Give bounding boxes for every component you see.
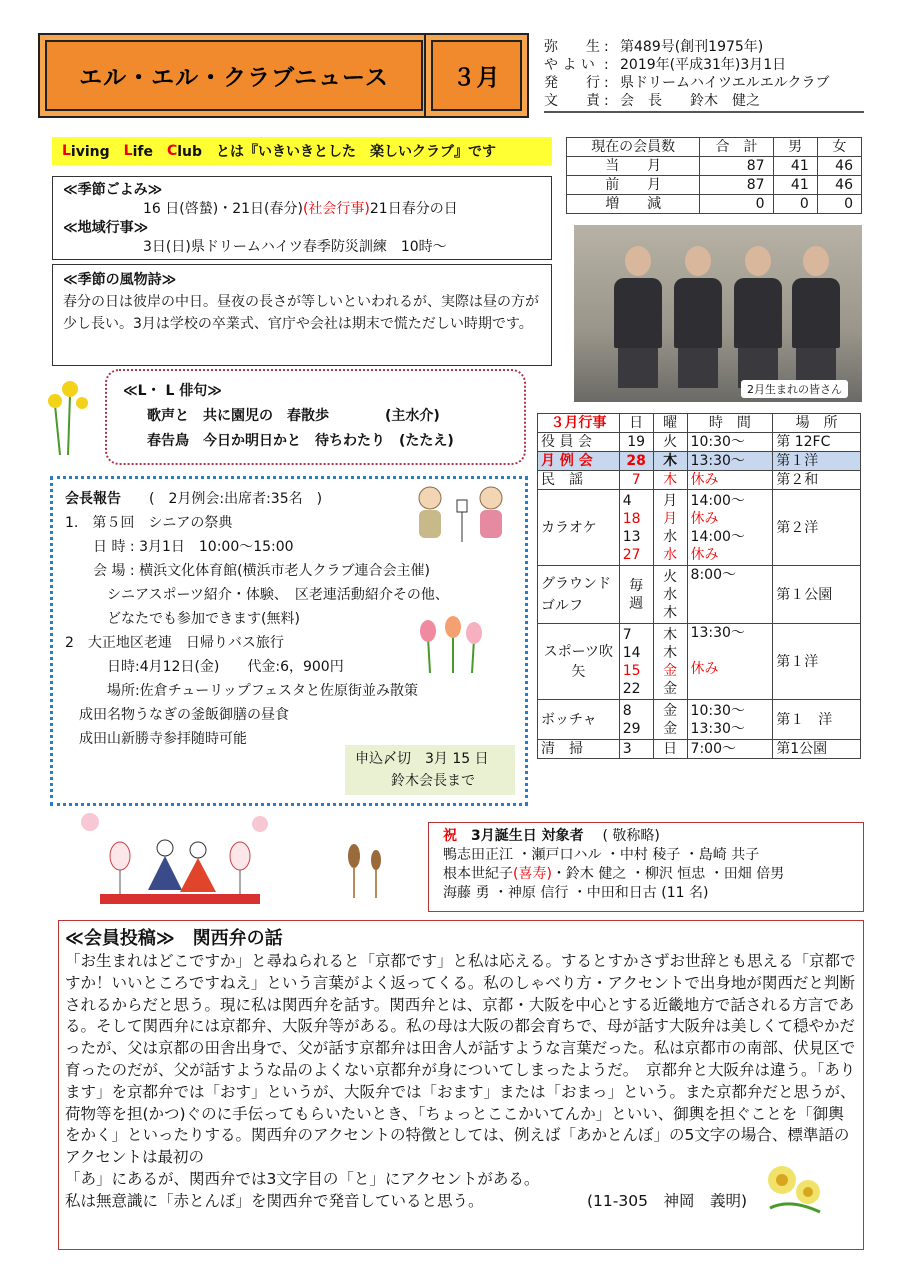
- table-header-cell: 日: [619, 414, 653, 433]
- table-header-cell: 合 計: [700, 138, 773, 157]
- event-weekday: 火: [663, 568, 678, 585]
- event-weekday: 木: [653, 452, 687, 471]
- event-days: [619, 624, 653, 700]
- event-day: 8: [622, 702, 632, 719]
- issue-info-row: 弥 生 : 第489号(創刊1975年): [544, 39, 764, 55]
- person-figure: [792, 246, 840, 388]
- event-day: 7: [622, 626, 632, 643]
- table-cell: 0: [817, 195, 861, 214]
- header-rule: [544, 111, 864, 113]
- event-weekday: 水: [663, 586, 678, 603]
- tagline-text: とは『いきいきとした 楽しいクラブ』です: [216, 144, 497, 160]
- table-header-cell: 男: [773, 138, 817, 157]
- event-days: [619, 566, 653, 624]
- haiku-box: [105, 369, 526, 465]
- event-weekday: 日: [653, 740, 687, 759]
- event-weekday: 金: [663, 720, 678, 737]
- table-cell: 当 月: [567, 157, 700, 176]
- table-cell: 0: [700, 195, 773, 214]
- club-tagline: [52, 137, 552, 165]
- event-weekdays: [653, 624, 687, 700]
- event-time: 休み: [690, 546, 719, 563]
- event-name: 役 員 会: [538, 433, 620, 452]
- info-label: や よ い: [544, 57, 595, 73]
- event-day: 27: [622, 546, 641, 563]
- calendar-text: 16 日(啓蟄)・21日(春分): [143, 201, 303, 217]
- tulip-icon: [408, 615, 488, 675]
- table-header-cell: 場 所: [773, 414, 861, 433]
- haiku-line: 春告鳥 今日か明日かと 待ちわたり (たたえ): [147, 433, 454, 449]
- info-label: 弥 生: [544, 39, 600, 55]
- table-row: [538, 471, 861, 490]
- tagline-word: ife: [132, 144, 167, 160]
- event-day: 29: [622, 720, 641, 737]
- table-header-cell: 時 間: [687, 414, 773, 433]
- event-day: 15: [622, 662, 641, 679]
- issue-info-row: 文 責 : 会 長 鈴木 健之: [544, 93, 760, 109]
- march-events-table: [537, 413, 861, 759]
- info-value: 会 長 鈴木 健之: [620, 93, 760, 109]
- haiku-line: 歌声と 共に園児の 春散歩 (主水介): [147, 408, 440, 424]
- event-day: 7: [619, 471, 653, 490]
- person-figure: [734, 246, 782, 388]
- event-weekday: 金: [663, 662, 678, 679]
- event-time: 14:00～: [690, 492, 745, 509]
- table-header: [538, 414, 861, 433]
- table-cell: 前 月: [567, 176, 700, 195]
- event-days: [619, 700, 653, 740]
- event-name: 清 掃: [538, 740, 620, 759]
- tagline-word: iving: [70, 144, 124, 160]
- event-name: スポーツ吹矢: [538, 624, 620, 700]
- event-weekday: 水: [663, 528, 678, 545]
- deadline-contact: 鈴木会長まで: [391, 773, 475, 789]
- event-time: 14:00～: [690, 528, 745, 545]
- table-row: [567, 195, 862, 214]
- gateball-illustration-icon: [405, 482, 515, 552]
- event-place: 第1公園: [773, 740, 861, 759]
- essay-text: 私は無意識に「赤とんぼ」を関西弁で発音していると思う。: [65, 1191, 484, 1210]
- membership-table: [566, 137, 862, 214]
- horsetail-icon: [340, 840, 390, 900]
- section-heading: ≪地域行事≫: [63, 220, 149, 236]
- table-row: [567, 176, 862, 195]
- event-day: 毎: [629, 577, 644, 594]
- event-day: 3: [619, 740, 653, 759]
- info-value: 県ドリームハイツエルエルクラブ: [620, 75, 830, 91]
- event-place: 第１洋: [773, 452, 861, 471]
- person-figure: [614, 246, 662, 388]
- info-value: 2019年(平成31年)3月1日: [620, 57, 787, 73]
- report-line: 成田名物うなぎの釜飯御膳の昼食: [65, 707, 289, 723]
- section-heading: ≪L・ L 俳句≫: [123, 383, 222, 399]
- calendar-line: [63, 200, 541, 219]
- event-times: [687, 490, 773, 566]
- table-row: [538, 700, 861, 740]
- event-day: 13: [622, 528, 641, 545]
- report-line: どなたでも参加できます(無料): [65, 611, 300, 627]
- event-weekday: 金: [663, 680, 678, 697]
- event-time: 10:30～: [687, 433, 773, 452]
- tagline-letter: L: [62, 143, 71, 159]
- calendar-line: 3日(日)県ドリームハイツ春季防災訓練 10時～: [143, 239, 447, 255]
- report-line: シニアスポーツ紹介・体験、 区老連活動紹介その他、: [65, 587, 449, 603]
- birthday-kiju: (喜寿): [513, 866, 552, 882]
- event-place: 第１公園: [773, 566, 861, 624]
- table-row: [538, 452, 861, 471]
- person-figure: [674, 246, 722, 388]
- section-heading: ≪季節ごよみ≫: [63, 182, 163, 198]
- event-day: 19: [619, 433, 653, 452]
- event-name: ボッチャ: [538, 700, 620, 740]
- event-time: 8:00～: [687, 566, 773, 624]
- event-day: 28: [619, 452, 653, 471]
- photo-caption: 2月生まれの皆さん: [741, 380, 848, 398]
- table-row: [567, 157, 862, 176]
- event-day: 14: [622, 644, 641, 661]
- tagline-word: lub: [177, 144, 217, 160]
- table-cell: 87: [700, 157, 773, 176]
- event-day: 週: [629, 595, 644, 612]
- members-photo: [574, 225, 862, 402]
- event-weekdays: [653, 490, 687, 566]
- report-line: 日時:4月12日(金) 代金:6，900円: [65, 659, 344, 675]
- section-heading: ≪季節の風物詩≫: [63, 272, 177, 288]
- event-name: グラウンドゴルフ: [538, 566, 620, 624]
- application-deadline: [345, 745, 515, 795]
- month-badge: ３月: [424, 33, 529, 118]
- event-time: 13:30～: [687, 452, 773, 471]
- event-day: 4: [622, 492, 632, 509]
- attendance-note: ( 2月例会:出席者:35名 ): [149, 491, 323, 507]
- event-day: 22: [622, 680, 641, 697]
- event-time: 休み: [690, 510, 719, 527]
- event-weekday: 水: [663, 546, 678, 563]
- event-weekday: 木: [653, 471, 687, 490]
- event-days: [619, 490, 653, 566]
- event-weekday: 木: [663, 626, 678, 643]
- feature-text: 春分の日は彼岸の中日。昼夜の長さが等しいといわれるが、実際は昼の方が少し長い。3月は学校の卒業式、官庁や会社は期末で慌ただしい時期です。: [63, 294, 539, 332]
- birthday-name: ・鈴木 健之 ・柳沢 恒忠 ・田畑 倍男: [551, 866, 785, 882]
- event-place: 第２和: [773, 471, 861, 490]
- calendar-text: 21日春分の日: [369, 201, 458, 217]
- event-weekday: 金: [663, 702, 678, 719]
- event-time: 休み: [687, 471, 773, 490]
- birthday-name: 根本世紀子: [443, 866, 513, 882]
- newsletter-title: エル・エル・クラブニュース: [38, 33, 430, 118]
- issue-info-row: 発 行 : 県ドリームハイツエルエルクラブ: [544, 75, 830, 91]
- report-line: 2 大正地区老連 日帰りバス旅行: [65, 635, 284, 651]
- essay-signature: (11-305 神岡 義明): [587, 1191, 747, 1210]
- table-row: [538, 566, 861, 624]
- event-place: 第１洋: [773, 624, 861, 700]
- table-row: [538, 624, 861, 700]
- event-weekdays: [653, 700, 687, 740]
- event-time: 13:30～: [690, 625, 745, 641]
- event-time: 休み: [690, 661, 719, 677]
- honorific-note: ( 敬称略): [602, 828, 660, 844]
- birthday-names: 鴨志田正江 ・瀬戸口ハル ・中村 稜子 ・島崎 共子: [443, 847, 760, 863]
- table-header-cell: 女: [817, 138, 861, 157]
- event-weekday: 木: [663, 644, 678, 661]
- tagline-letter: C: [166, 143, 178, 159]
- event-place: 第１ 洋: [773, 700, 861, 740]
- event-day: 18: [622, 510, 641, 527]
- essay-text: 「あ」にあるが、関西弁では3文字目の「と」にアクセントがある。: [65, 1169, 540, 1188]
- calendar-highlight: (社会行事): [302, 201, 370, 217]
- event-weekday: 火: [653, 433, 687, 452]
- birthday-names: 海藤 勇 ・神原 信行 ・中田和日古 (11 名): [443, 885, 709, 901]
- table-cell: 増 減: [567, 195, 700, 214]
- essay-title: ≪会員投稿≫ 関西弁の話: [65, 928, 283, 949]
- table-cell: 87: [700, 176, 773, 195]
- event-weekday: 月: [663, 492, 678, 509]
- report-line: 1. 第５回 シニアの祭典: [65, 515, 233, 531]
- event-weekdays: [653, 566, 687, 624]
- event-time: 10:30～: [690, 702, 745, 719]
- essay-text: 「お生まれはどこですか」と尋ねられると「京都です」と私は応える。するとすかさずお世辞とも思える「京都ですか！いいところですねえ」という言葉がよく返ってくる。私のしゃべり方・アクセントで出身地が関西だと判断されるからだと思う。現に私は関西弁を話す。関西弁とは、京都・大阪を中心とする近畿地方で話される方言である。そして関西弁には京都弁、大阪弁等がある。私の母は大阪の都会育ちで、母が話す大阪弁は美しくて穏やかだったが、父は京都の田舎出身で、父が話す京都弁は田舎人が話すような言葉だった。私は京都市の南部、伏見区で育ったのだが、父が話すような品のよくない京都弁が身についてしまったようだ。 京都弁と大阪弁は違う。「あります」を京都弁では「おす」というが、大阪弁では「おます」または「おまっ」という。また京都弁だと思うが、荷物等を担(かつ)ぐのに手伝ってもらいたいとき、「ちょっとここかいてんか」といい、御輿を担ぐことを「御輿をかく」といったりする。関西弁のアクセントの特徴としては、例えば「あかとんぼ」の5文字の場合、標準語のアクセントは最初の: [65, 952, 856, 1167]
- seasonal-calendar: [52, 176, 552, 260]
- info-value: 第489号(創刊1975年): [620, 39, 764, 55]
- issue-info: [544, 38, 864, 110]
- event-weekday: 月: [663, 510, 678, 527]
- info-label: 文 責: [544, 93, 600, 109]
- event-name: 月 例 会: [538, 452, 620, 471]
- hina-dolls-icon: [70, 810, 280, 910]
- member-essay: [58, 920, 864, 1250]
- report-line: 成田山新勝寺参拝随時可能: [65, 731, 247, 747]
- birthday-box: [428, 822, 864, 912]
- tagline-letter: L: [123, 143, 133, 159]
- birthday-heading: 3月誕生日 対象者: [471, 828, 584, 844]
- event-name: 民 謡: [538, 471, 620, 490]
- table-header: [567, 138, 862, 157]
- report-line: 会 場 : 横浜文化体育館(横浜市老人クラブ連合会主催): [65, 563, 430, 579]
- table-row: [538, 433, 861, 452]
- section-heading: 会長報告: [65, 491, 121, 507]
- event-weekday: 木: [663, 604, 678, 621]
- table-cell: 46: [817, 176, 861, 195]
- table-row: [538, 490, 861, 566]
- table-header-cell: 現在の会員数: [567, 138, 700, 157]
- report-line: 日 時 : 3月1日 10:00～15:00: [65, 539, 294, 555]
- deadline-text: 申込〆切 3月 15 日: [355, 751, 489, 767]
- event-time: 7:00～: [687, 740, 773, 759]
- flower-icon: [760, 1158, 830, 1218]
- table-cell: 46: [817, 157, 861, 176]
- birthday-names: [443, 865, 849, 884]
- issue-info-row: や よ い : 2019年(平成31年)3月1日: [544, 57, 787, 73]
- event-times: [687, 624, 773, 700]
- report-line: 場所:佐倉チューリップフェスタと佐原街並み散策: [65, 683, 419, 699]
- table-header-cell: ３月行事: [538, 414, 620, 433]
- event-name: カラオケ: [538, 490, 620, 566]
- event-time: 13:30～: [690, 720, 745, 737]
- rapeseed-flower-icon: [40, 375, 100, 455]
- celebration-mark: 祝: [443, 828, 457, 844]
- table-cell: 0: [773, 195, 817, 214]
- info-label: 発 行: [544, 75, 600, 91]
- table-header-cell: 曜: [653, 414, 687, 433]
- table-cell: 41: [773, 176, 817, 195]
- event-place: 第 12FC: [773, 433, 861, 452]
- table-row: [538, 740, 861, 759]
- table-cell: 41: [773, 157, 817, 176]
- event-place: 第２洋: [773, 490, 861, 566]
- seasonal-feature: [52, 264, 552, 366]
- event-times: [687, 700, 773, 740]
